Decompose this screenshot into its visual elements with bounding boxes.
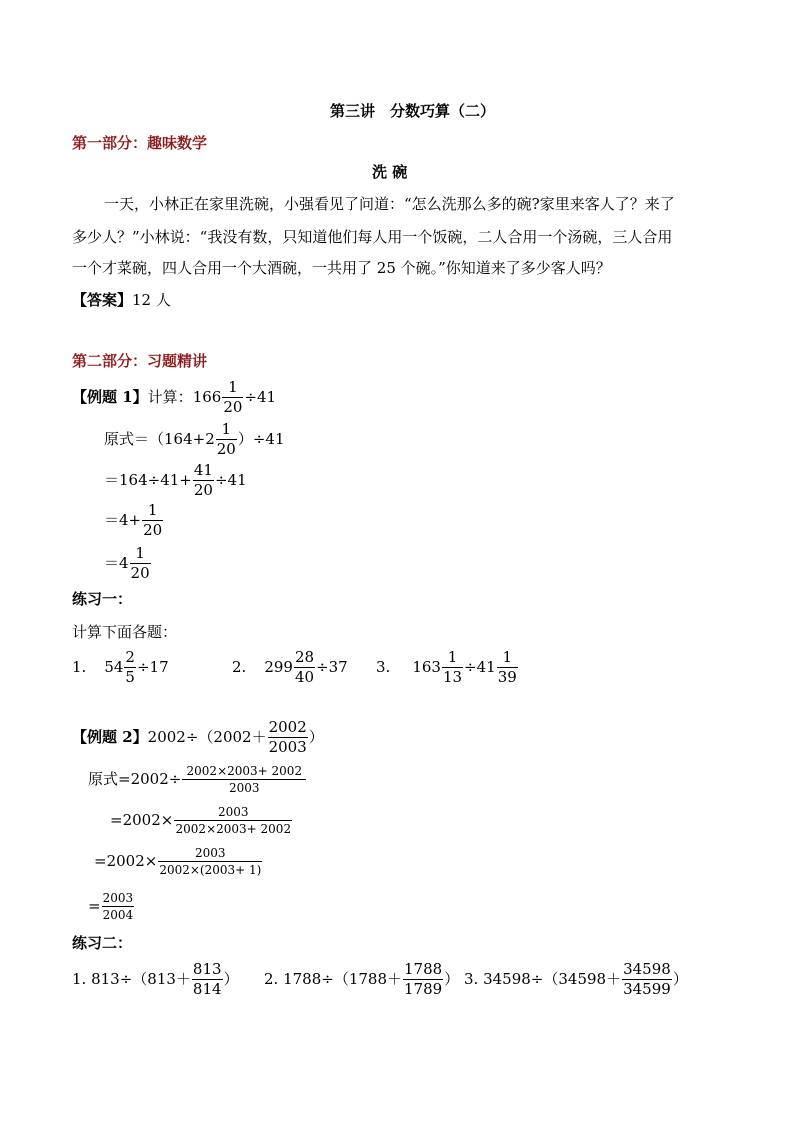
practice1-instruction: 计算下面各题： — [72, 623, 178, 641]
example2-step-3: =2002× $\frac{2003}{2002\times(2003+ 1)}$ — [94, 846, 262, 877]
story-title: 洗 碗 — [372, 163, 408, 181]
answer-label: 【答案】 — [72, 291, 133, 309]
part1-heading: 第一部分：趣味数学 — [72, 134, 208, 152]
practice1-item-1: 1. 54 $\frac{2}{5}$ ÷17 — [72, 648, 169, 686]
story-line-1: 一天，小林正在家里洗碗，小强看见了问道：“怎么洗那么多的碗?家里来客人了？来了 — [104, 195, 675, 213]
example2-label: 【例题 2】 — [72, 728, 148, 746]
practice1-label: 练习一： — [72, 590, 133, 608]
practice2-item-1: 1. 813÷（813＋ $\frac{813}{814}$ ） — [72, 960, 239, 998]
practice2-label: 练习二： — [72, 934, 133, 952]
practice1-item-3: 3. 163 $\frac{1}{13}$ ÷41 $\frac{1}{39}$ — [376, 648, 517, 686]
answer — [72, 293, 171, 308]
example1-int: 166 — [192, 388, 222, 406]
example2-step-4: = $\frac{2003}{2004}$ — [88, 891, 134, 922]
example2-step-2: =2002× $\frac{2003}{2002\times 2003+ 2002}$ — [110, 805, 292, 836]
example1-tail: ÷41 — [244, 388, 277, 406]
example1-step-2: ＝164÷41+ $\frac{41}{20}$ ÷41 — [104, 461, 247, 499]
example1-fraction: $\frac{1}{20}$ — [223, 378, 243, 416]
practice2-item-3: 3. 34598÷（34598＋ $\frac{34598}{34599}$ ） — [464, 960, 688, 998]
example1-label: 【例题 1】 — [72, 388, 148, 406]
answer-value: 12 人 — [132, 291, 171, 309]
page-title: 第三讲 分数巧算（二） — [330, 102, 496, 120]
example1-question — [72, 380, 276, 415]
example2-question: 【例题 2】 2002÷（2002＋ $\frac{2002}{2003}$ ） — [72, 718, 324, 756]
example1-step-1: 原式＝（164+2 $\frac{1}{20}$ ）÷41 — [104, 420, 285, 458]
practice1-item-2: 2. 299 $\frac{28}{40}$ ÷37 — [232, 648, 348, 686]
example1-step-3: ＝4+ $\frac{1}{20}$ — [104, 501, 163, 539]
example1-step-4: ＝4 $\frac{1}{20}$ — [104, 544, 150, 582]
part2-heading: 第二部分：习题精讲 — [72, 352, 208, 370]
practice2-item-2: 2. 1788÷（1788＋ $\frac{1788}{1789}$ ） — [264, 960, 460, 998]
story-line-3: 一个才菜碗，四人合用一个大酒碗，一共用了 25 个碗。”你知道来了多少客人吗？ — [72, 259, 611, 277]
story-line-2: 多少人？”小林说：“我没有数，只知道他们每人用一个饭碗，二人合用一个汤碗，三人合用 — [72, 228, 673, 246]
example1-prompt: 计算： — [147, 388, 193, 406]
example2-step-1: 原式=2002÷ $\frac{2002\times 2003+ 2002}{2003}$ — [88, 765, 307, 794]
